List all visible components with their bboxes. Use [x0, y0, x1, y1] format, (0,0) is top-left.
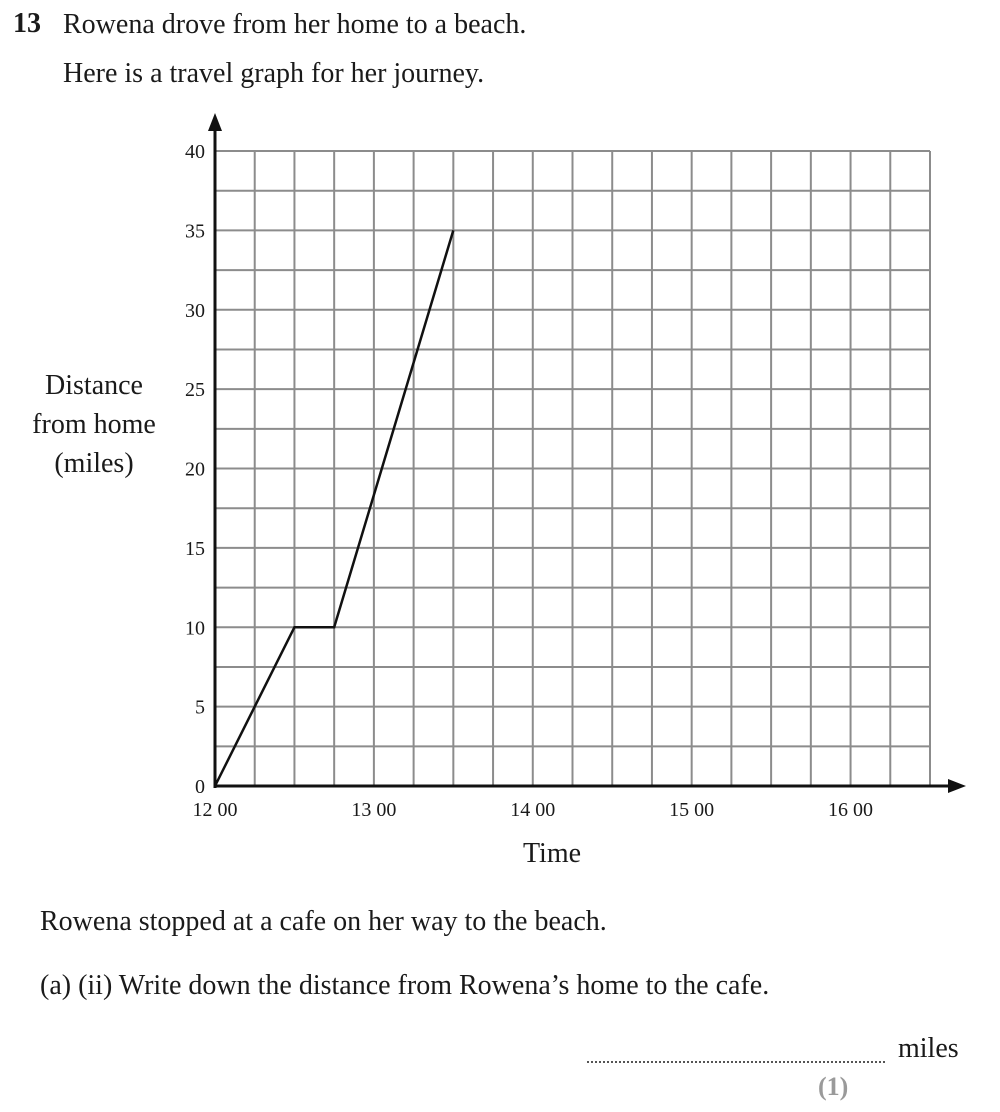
x-axis-arrow [948, 779, 966, 793]
x-tick-label: 13 00 [351, 799, 397, 821]
y-tick-label: 25 [185, 379, 205, 402]
answer-line[interactable] [587, 1061, 885, 1063]
y-tick-label: 15 [185, 537, 205, 560]
y-axis-arrow [208, 113, 222, 131]
x-tick-label: 12 00 [192, 799, 238, 821]
x-tick-label: 16 00 [828, 799, 874, 821]
y-tick-label: 35 [185, 220, 205, 243]
question-part-text: (a) (ii) Write down the distance from Rowena’s home to the cafe. [40, 970, 770, 1001]
y-tick-label: 10 [185, 617, 205, 640]
y-tick-label: 0 [195, 776, 205, 798]
x-axis-label: Time [522, 838, 582, 869]
y-axis-label-line: from home [32, 409, 156, 440]
question-instruction: Here is a travel graph for her journey. [63, 58, 485, 89]
y-tick-label: 5 [195, 696, 205, 719]
y-axis-label-line: Distance [45, 370, 143, 401]
x-tick-label: 14 00 [510, 799, 556, 821]
answer-units: miles [898, 1033, 959, 1064]
y-tick-label: 30 [185, 299, 205, 322]
y-tick-label: 40 [185, 141, 205, 163]
question-intro: Rowena drove from her home to a beach. [63, 9, 527, 40]
question-number: 13 [13, 8, 41, 39]
y-axis-label-line: (miles) [54, 448, 134, 479]
y-tick-label: 20 [185, 458, 205, 481]
statement-text: Rowena stopped at a cafe on her way to the beach. [40, 906, 607, 937]
marks-label: (1) [818, 1072, 849, 1101]
x-tick-label: 15 00 [669, 799, 715, 821]
